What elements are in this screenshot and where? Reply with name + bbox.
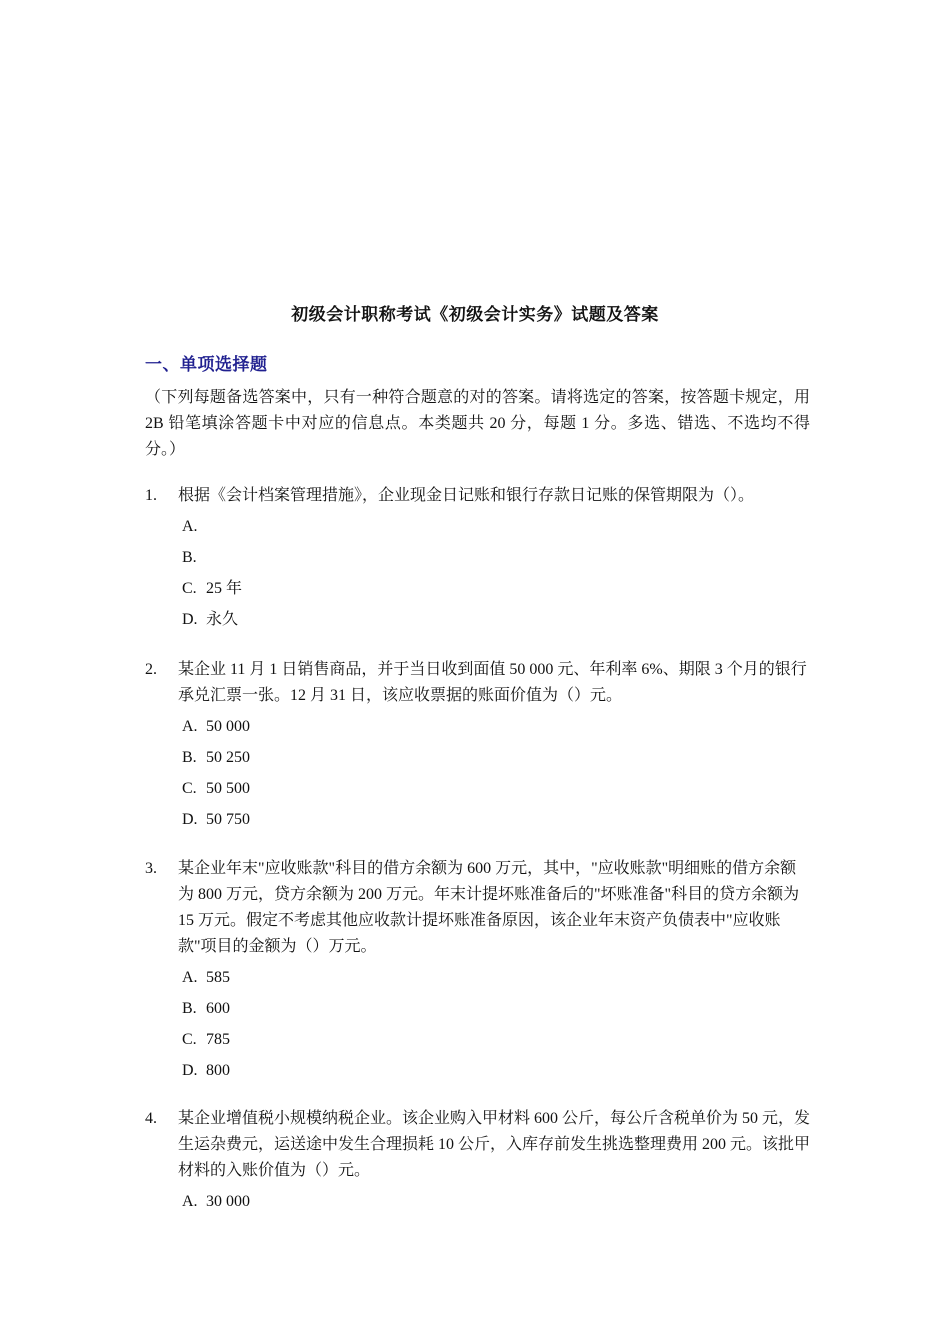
answer-option-a [145,962,810,993]
section-instructions: （下列每题备选答案中，只有一种符合题意的对的答案。请将选定的答案，按答题卡规定，用 2B 铅笔填涂答题卡中对应的信息点。本类题共 20 分，每题 1 分。多选、错选、不选均不得分。） [145,389,810,458]
question-stem [145,657,810,709]
question-text: 根据《会计档案管理措施》，企业现金日记账和银行存款日记账的保管期限为（）。 [178,487,755,504]
option-text: 600 [206,1000,230,1017]
question-4 [145,1106,810,1217]
question-2 [145,657,810,835]
option-text: 25 年 [206,580,243,597]
answer-option-c [145,573,810,604]
option-text: 永久 [206,611,239,628]
document-title: 初级会计职称考试《初级会计实务》试题及答案 [291,305,659,325]
question-stem [145,1106,810,1184]
option-letter: C. [182,1031,197,1048]
answer-options [145,711,810,835]
option-letter: B. [182,749,197,766]
question-stem [145,483,810,509]
answer-options [145,962,810,1086]
option-text: 585 [206,969,230,986]
question-number: 4. [145,1110,157,1127]
question-stem [145,856,810,960]
option-text: 50 000 [206,718,250,735]
option-letter: B. [182,549,197,566]
question-text: 某企业年末"应收账款"科目的借方余额为 600 万元，其中，"应收账款"明细账的借方余额为 800 万元，贷方余额为 200 万元。年末计提坏账准备后的"坏账准备"科目的贷方余额为 15 万元。假定不考虑其他应收款计提坏账准备原因，该企业年末资产负债表中"应收账款"项目的金额为（）万元。 [178,860,800,955]
option-text: 785 [206,1031,230,1048]
option-letter: D. [182,611,198,628]
answer-option-c [145,773,810,804]
question-number: 2. [145,661,157,678]
option-text: 800 [206,1062,230,1079]
option-letter: A. [182,969,198,986]
answer-option-a [145,711,810,742]
option-text: 50 750 [206,811,250,828]
option-letter: C. [182,780,197,797]
question-text: 某企业 11 月 1 日销售商品，并于当日收到面值 50 000 元、年利率 6%、期限 3 个月的银行承兑汇票一张。12 月 31 日，该应收票据的账面价值为（）元。 [178,661,807,704]
answer-options [145,511,810,635]
option-letter: A. [182,518,198,535]
option-letter: B. [182,1000,197,1017]
option-letter: C. [182,580,197,597]
question-3 [145,856,810,1086]
option-letter: A. [182,1193,198,1210]
question-number: 3. [145,860,157,877]
answer-option-b [145,542,810,573]
answer-option-a [145,1186,810,1217]
answer-option-c [145,1024,810,1055]
option-text: 50 250 [206,749,250,766]
answer-options [145,1186,810,1217]
option-letter: D. [182,811,198,828]
answer-option-b [145,993,810,1024]
question-number: 1. [145,487,157,504]
answer-option-d [145,1055,810,1086]
answer-option-a [145,511,810,542]
option-letter: D. [182,1062,198,1079]
answer-option-d [145,804,810,835]
question-text: 某企业增值税小规模纳税企业。该企业购入甲材料 600 公斤，每公斤含税单价为 50 元，发生运杂费元，运送途中发生合理损耗 10 公斤，入库存前发生挑选整理费用 200 元。该批甲材料的入账价值为（）元。 [178,1110,811,1179]
answer-option-d [145,604,810,635]
answer-option-b [145,742,810,773]
option-text: 30 000 [206,1193,250,1210]
question-1 [145,483,810,635]
section-heading: 一、单项选择题 [145,355,268,375]
option-text: 50 500 [206,780,250,797]
option-letter: A. [182,718,198,735]
